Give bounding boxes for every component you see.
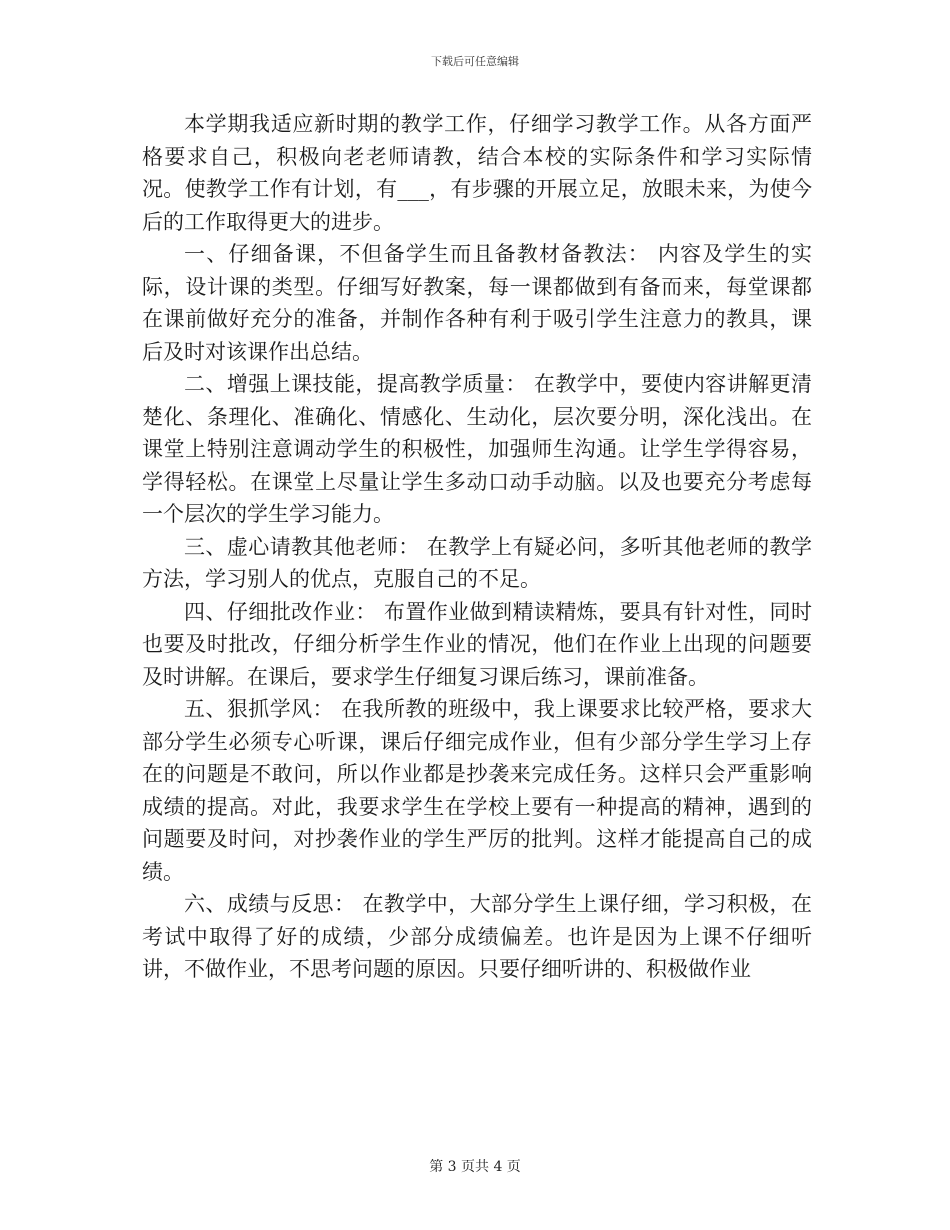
paragraph-homework-grading: 四、仔细批改作业： 布置作业做到精读精炼，要具有针对性，同时也要及时批改，仔细分析学生作业的情况，他们在作业上出现的问题要及时讲解。在课后，要求学生仔细复习课后练习，课前准备。 — [142, 599, 812, 689]
paragraph-study-discipline: 五、狠抓学风： 在我所教的班级中，我上课要求比较严格，要求大部分学生必须专心听课，课后仔细完成作业，但有少部分学生学习上存在的问题是不敢问，所以作业都是抄袭来完成任务。这样只会严重影响成绩的提高。对此，我要求学生在学校上要有一种提高的精神，遇到的问题要及时问，对抄袭作业的学生严厉的批判。这样才能提高自己的成绩。 — [142, 697, 812, 884]
paragraph-intro: 本学期我适应新时期的教学工作，仔细学习教学工作。从各方面严格要求自己，积极向老老师请教，结合本校的实际条件和学习实际情况。使教学工作有计划，有___，有步骤的开展立足，放眼未来，为使今后的工作取得更大的进步。 — [142, 112, 812, 234]
document-body — [142, 108, 812, 986]
page-number: 第 3 页共 4 页 — [429, 1159, 521, 1175]
paragraph-results-reflection: 六、成绩与反思： 在教学中，大部分学生上课仔细，学习积极，在考试中取得了好的成绩，少部分成绩偏差。也许是因为上课不仔细听讲，不做作业，不思考问题的原因。只要仔细听讲的、积极做作业 — [142, 892, 812, 981]
paragraph-lesson-prep: 一、仔细备课，不但备学生而且备教材备教法： 内容及学生的实际，设计课的类型。仔细写好教案，每一课都做到有备而来，每堂课都在课前做好充分的准备，并制作各种有利于吸引学生注意力的教具，课后及时对该课作出总结。 — [142, 242, 812, 364]
paragraph-consult-teachers: 三、虚心请教其他老师： 在教学上有疑必问，多听其他老师的教学方法，学习别人的优点，克服自己的不足。 — [142, 534, 812, 591]
paragraph-teaching-skills: 二、增强上课技能，提高教学质量： 在教学中，要使内容讲解更清楚化、条理化、准确化、情感化、生动化，层次要分明，深化浅出。在课堂上特别注意调动学生的积极性，加强师生沟通。让学生学得容易，学得轻松。在课堂上尽量让学生多动口动手动脑。以及也要充分考虑每一个层次的学生学习能力。 — [142, 372, 812, 526]
page-header: 下载后可任意编辑 — [431, 55, 519, 68]
